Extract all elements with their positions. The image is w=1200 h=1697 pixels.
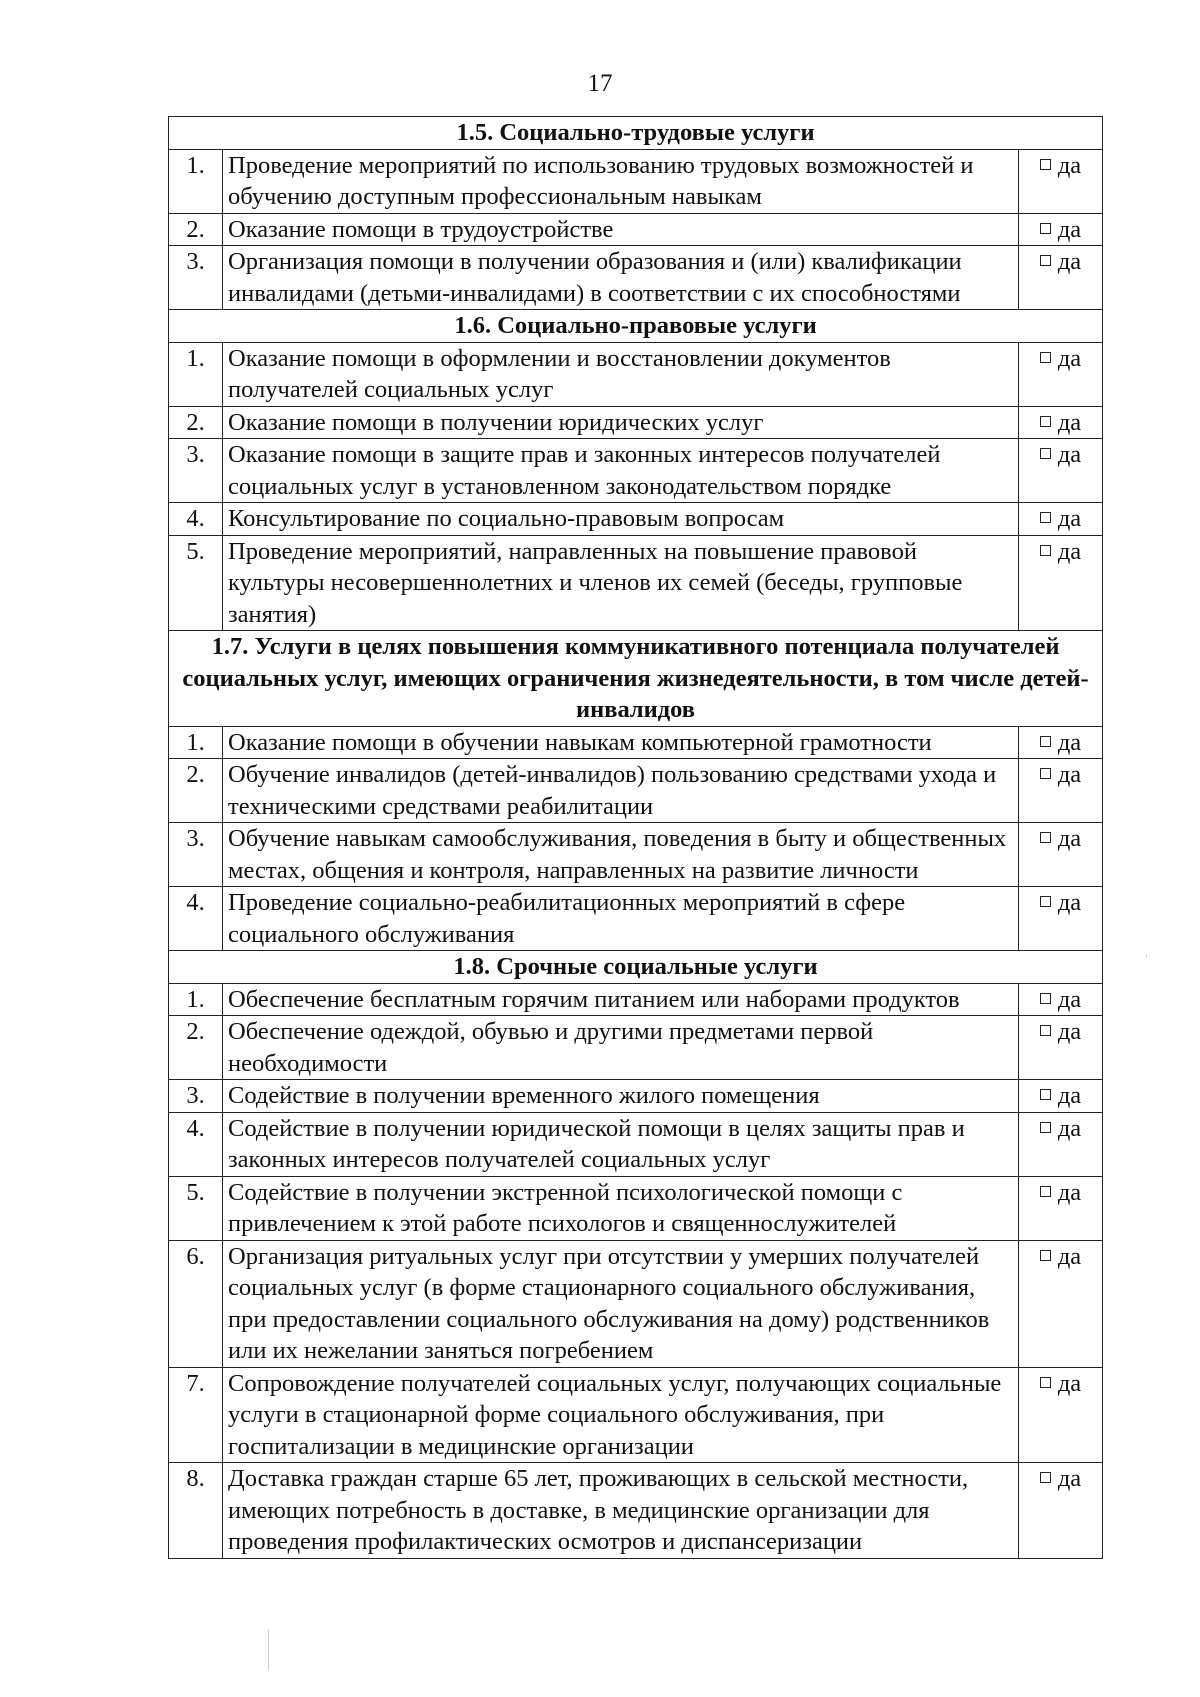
confirmation-cell[interactable] xyxy=(1019,1016,1103,1080)
service-name: Проведение мероприятий, направленных на повышение правовой культуры несовершеннолетних и членов их семей (беседы, групповые занятия) xyxy=(223,535,1019,631)
service-name: Обеспечение одеждой, обувью и другими предметами первой необходимости xyxy=(223,1016,1019,1080)
checkbox-label: да xyxy=(1057,441,1082,468)
checkbox-label: да xyxy=(1057,248,1082,275)
confirmation-cell[interactable] xyxy=(1019,1463,1103,1559)
service-name: Обучение инвалидов (детей-инвалидов) пользованию средствами ухода и техническими средствами реабилитации xyxy=(223,759,1019,823)
checkbox-icon[interactable] xyxy=(1040,1472,1051,1483)
checkbox-label: да xyxy=(1057,1114,1082,1142)
service-name: Консультирование по социально-правовым вопросам xyxy=(223,503,1019,536)
scan-mark xyxy=(268,1630,269,1670)
service-row xyxy=(169,983,1103,1016)
checkbox-icon[interactable] xyxy=(1040,1250,1051,1261)
checkbox-label: да xyxy=(1057,889,1082,916)
service-row xyxy=(169,1463,1103,1559)
checkbox-icon[interactable] xyxy=(1040,545,1051,556)
confirmation-cell[interactable] xyxy=(1019,503,1103,536)
service-name: Организация ритуальных услуг при отсутствии у умерших получателей социальных услуг (в форме стационарного социального обслуживания, при предоставлении социального обслуживания на дому) родственников или их нежелании заняться погребением xyxy=(223,1240,1019,1367)
services-table-body xyxy=(169,117,1103,1559)
service-name: Содействие в получении юридической помощи в целях защиты прав и законных интересов получателей социальных услуг xyxy=(223,1112,1019,1176)
confirmation-cell[interactable] xyxy=(1019,342,1103,406)
item-number: 4. xyxy=(169,1112,223,1176)
checkbox-label: да xyxy=(1057,1242,1082,1270)
service-name: Проведение мероприятий по использованию трудовых возможностей и обучению доступным профессиональным навыкам xyxy=(223,149,1019,213)
section-title: 1.8. Срочные социальные услуги xyxy=(169,951,1103,984)
page-number: 17 xyxy=(587,70,613,97)
confirmation-cell[interactable] xyxy=(1019,1112,1103,1176)
service-name: Обучение навыкам самообслуживания, поведения в быту и общественных местах, общения и контроля, направленных на развитие личности xyxy=(223,823,1019,887)
service-row xyxy=(169,535,1103,631)
checkbox-label: да xyxy=(1057,151,1082,179)
confirmation-cell[interactable] xyxy=(1019,759,1103,823)
checkbox-icon[interactable] xyxy=(1040,736,1051,747)
service-row xyxy=(169,503,1103,536)
service-row xyxy=(169,887,1103,951)
checkbox-icon[interactable] xyxy=(1040,1377,1051,1388)
service-name: Доставка граждан старше 65 лет, проживающих в сельской местности, имеющих потребность в доставке, в медицинские организации для проведения профилактических осмотров и диспансеризации xyxy=(223,1463,1019,1559)
service-row xyxy=(169,149,1103,213)
service-name: Оказание помощи в защите прав и законных интересов получателей социальных услуг в установленном законодательством порядке xyxy=(223,439,1019,503)
service-name: Оказание помощи в трудоустройстве xyxy=(223,213,1019,246)
section-header-row xyxy=(169,117,1103,150)
item-number: 8. xyxy=(169,1463,223,1559)
item-number: 1. xyxy=(169,726,223,759)
confirmation-cell[interactable] xyxy=(1019,213,1103,246)
service-row xyxy=(169,1367,1103,1463)
service-name: Проведение социально-реабилитационных мероприятий в сфере социального обслуживания xyxy=(223,887,1019,951)
service-row xyxy=(169,342,1103,406)
checkbox-label: да xyxy=(1057,825,1082,852)
service-row xyxy=(169,439,1103,503)
checkbox-icon[interactable] xyxy=(1040,993,1051,1004)
service-name: Обеспечение бесплатным горячим питанием или наборами продуктов xyxy=(223,983,1019,1016)
item-number: 5. xyxy=(169,535,223,631)
section-title: 1.6. Социально-правовые услуги xyxy=(169,310,1103,343)
checkbox-icon[interactable] xyxy=(1040,416,1051,427)
checkbox-label: да xyxy=(1057,344,1082,372)
checkbox-label: да xyxy=(1057,1082,1082,1109)
confirmation-cell[interactable] xyxy=(1019,726,1103,759)
section-header-row xyxy=(169,310,1103,343)
item-number: 1. xyxy=(169,149,223,213)
checkbox-label: да xyxy=(1057,408,1082,436)
item-number: 3. xyxy=(169,823,223,887)
section-header-row xyxy=(169,631,1103,727)
checkbox-icon[interactable] xyxy=(1040,1186,1051,1197)
service-name: Оказание помощи в получении юридических услуг xyxy=(223,406,1019,439)
checkbox-icon[interactable] xyxy=(1040,832,1051,843)
service-row xyxy=(169,1080,1103,1113)
checkbox-label: да xyxy=(1057,1369,1082,1397)
service-name: Содействие в получении экстренной психологической помощи с привлечением к этой работе психологов и священнослужителей xyxy=(223,1176,1019,1240)
service-name: Оказание помощи в оформлении и восстановлении документов получателей социальных услуг xyxy=(223,342,1019,406)
service-name: Содействие в получении временного жилого помещения xyxy=(223,1080,1019,1113)
checkbox-icon[interactable] xyxy=(1040,1122,1051,1133)
service-row xyxy=(169,1176,1103,1240)
checkbox-icon[interactable] xyxy=(1040,223,1051,234)
service-row xyxy=(169,246,1103,310)
item-number: 7. xyxy=(169,1367,223,1463)
checkbox-label: да xyxy=(1057,728,1082,756)
section-header-row xyxy=(169,951,1103,984)
confirmation-cell[interactable] xyxy=(1019,1080,1103,1113)
checkbox-label: да xyxy=(1057,215,1082,243)
checkbox-icon[interactable] xyxy=(1040,159,1051,170)
checkbox-label: да xyxy=(1057,1465,1082,1492)
checkbox-icon[interactable] xyxy=(1040,896,1051,907)
confirmation-cell[interactable] xyxy=(1019,439,1103,503)
checkbox-icon[interactable] xyxy=(1040,1025,1051,1036)
service-row xyxy=(169,213,1103,246)
confirmation-cell[interactable] xyxy=(1019,406,1103,439)
checkbox-icon[interactable] xyxy=(1040,255,1051,266)
service-row xyxy=(169,823,1103,887)
item-number: 1. xyxy=(169,342,223,406)
service-row xyxy=(169,1240,1103,1367)
checkbox-icon[interactable] xyxy=(1040,352,1051,363)
checkbox-label: да xyxy=(1057,537,1082,565)
checkbox-icon[interactable] xyxy=(1040,512,1051,523)
item-number: 3. xyxy=(169,439,223,503)
item-number: 4. xyxy=(169,503,223,536)
checkbox-icon[interactable] xyxy=(1040,448,1051,459)
confirmation-cell[interactable] xyxy=(1019,1367,1103,1463)
checkbox-label: да xyxy=(1057,1018,1082,1045)
section-title: 1.7. Услуги в целях повышения коммуникативного потенциала получателей социальных услуг, имеющих ограничения жизнедеятельности, в том числе детей-инвалидов xyxy=(169,631,1103,727)
checkbox-icon[interactable] xyxy=(1040,768,1051,779)
confirmation-cell[interactable] xyxy=(1019,1240,1103,1367)
checkbox-label: да xyxy=(1057,761,1082,788)
confirmation-cell[interactable] xyxy=(1019,1176,1103,1240)
confirmation-cell[interactable] xyxy=(1019,149,1103,213)
confirmation-cell[interactable] xyxy=(1019,983,1103,1016)
item-number: 6. xyxy=(169,1240,223,1367)
services-table xyxy=(168,116,1103,1559)
item-number: 2. xyxy=(169,1016,223,1080)
service-name: Сопровождение получателей социальных услуг, получающих социальные услуги в стационарной форме социального обслуживания, при госпитализации в медицинские организации xyxy=(223,1367,1019,1463)
confirmation-cell[interactable] xyxy=(1019,246,1103,310)
service-row xyxy=(169,759,1103,823)
item-number: 3. xyxy=(169,246,223,310)
item-number: 5. xyxy=(169,1176,223,1240)
item-number: 4. xyxy=(169,887,223,951)
item-number: 1. xyxy=(169,983,223,1016)
item-number: 2. xyxy=(169,406,223,439)
service-row xyxy=(169,726,1103,759)
item-number: 2. xyxy=(169,213,223,246)
confirmation-cell[interactable] xyxy=(1019,887,1103,951)
item-number: 2. xyxy=(169,759,223,823)
service-row xyxy=(169,1112,1103,1176)
confirmation-cell[interactable] xyxy=(1019,823,1103,887)
checkbox-icon[interactable] xyxy=(1040,1089,1051,1100)
scan-mark xyxy=(1146,955,1147,958)
item-number: 3. xyxy=(169,1080,223,1113)
confirmation-cell[interactable] xyxy=(1019,535,1103,631)
service-name: Оказание помощи в обучении навыкам компьютерной грамотности xyxy=(223,726,1019,759)
service-name: Организация помощи в получении образования и (или) квалификации инвалидами (детьми-инвалидами) в соответствии с их способностями xyxy=(223,246,1019,310)
checkbox-label: да xyxy=(1057,1178,1082,1206)
section-title: 1.5. Социально-трудовые услуги xyxy=(169,117,1103,150)
service-row xyxy=(169,1016,1103,1080)
checkbox-label: да xyxy=(1057,985,1082,1013)
service-row xyxy=(169,406,1103,439)
checkbox-label: да xyxy=(1057,505,1082,532)
